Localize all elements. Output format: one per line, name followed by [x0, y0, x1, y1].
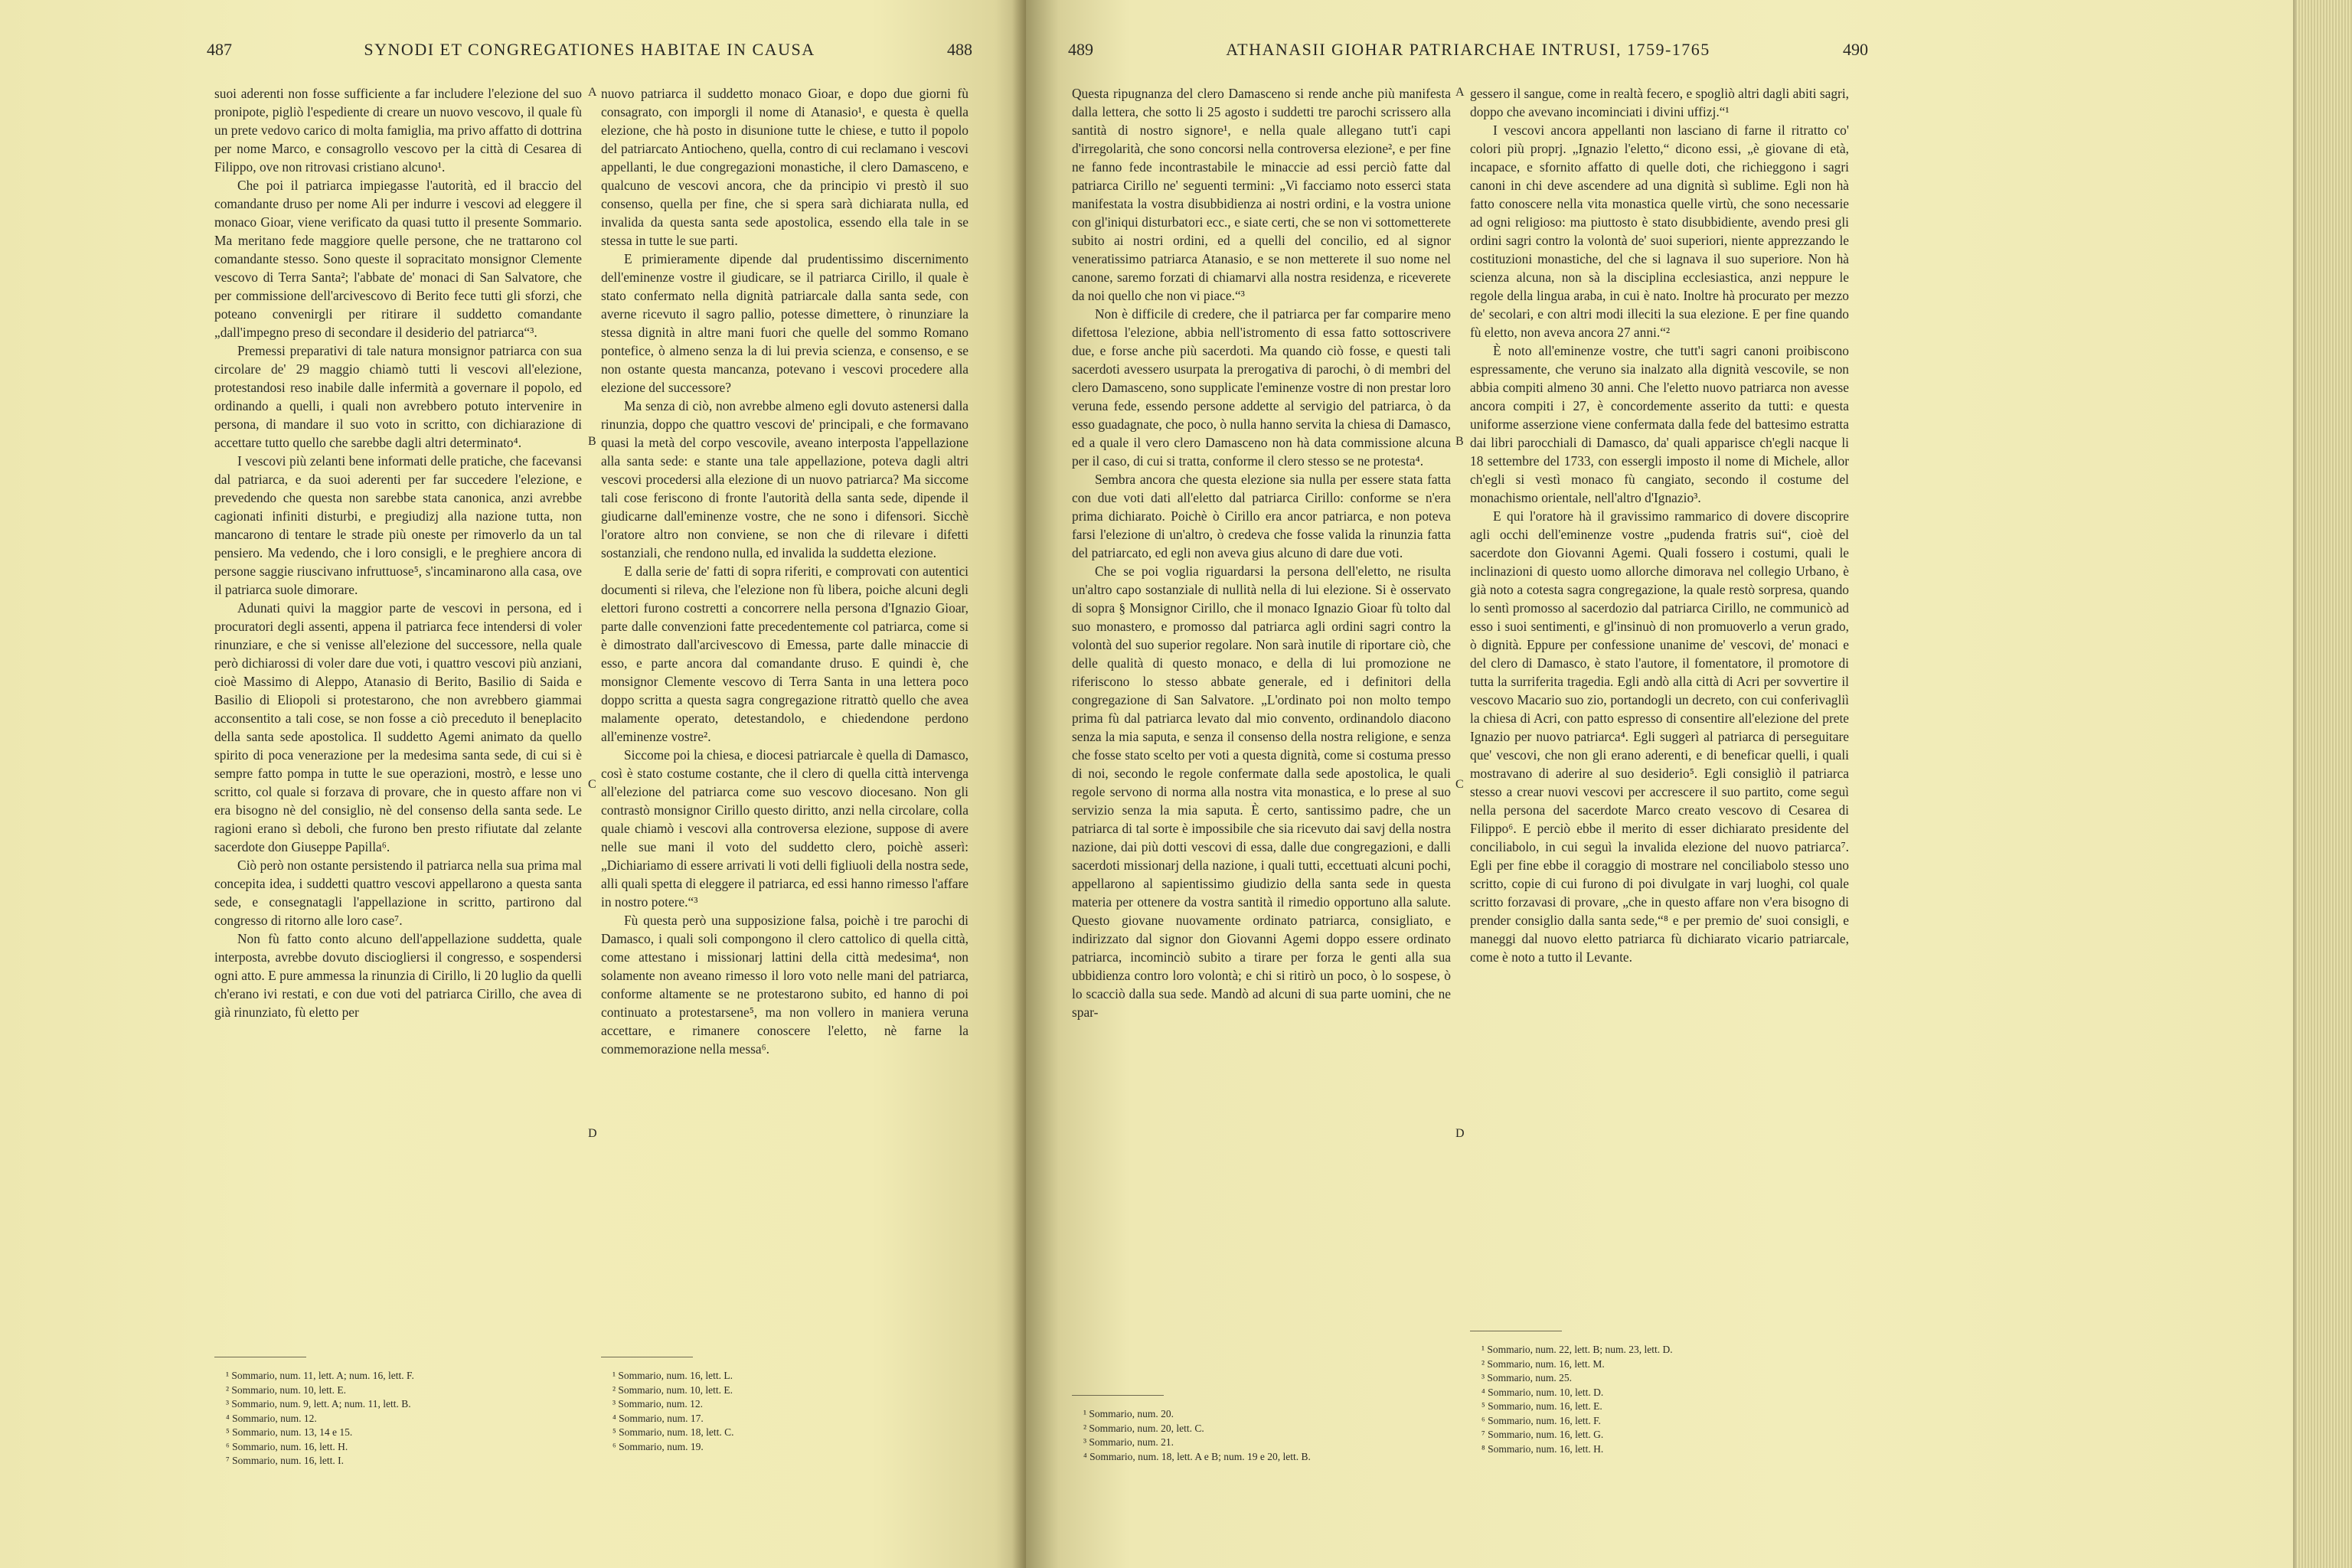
running-head-left: SYNODI ET CONGREGATIONES HABITAE IN CAUSA — [364, 40, 815, 59]
footnote: ³ Sommario, num. 9, lett. A; num. 11, lett. B. — [226, 1398, 411, 1410]
footnote: ³ Sommario, num. 25. — [1481, 1372, 1573, 1383]
paragraph: E qui l'oratore hà il gravissimo rammarico di dovere discoprire agli occhi dell'eminenze vostre „pudenda fratris sui“, cioè del sacerdote don Giovanni Agemi. Quali fossero i costumi, quali le inclinazioni di questo uomo allorche dimorava nel collegio Urbano, è già noto a cotesta sagra congregazione, la quale restò sorpresa, quando lo sentì promosso al sacerdozio dal patriarca Cirillo, ne communicò ad esso i suoi sentimenti, e gl'insinuò di non promuoverlo a verun grado, ò dignità. Eppure per confessione unanime de' vescovi, de' monaci e del clero di Damasco, è stato l'autore, il fomentatore, il promotore di tutta la surriferita tragedia. Egli andò alla città di Acri per sovvertire il vescovo Macario suo zio, portandogli un decreto, con cui conferivagliì la chiesa di Acri, con patto espresso di consentire all'elezione del prete Ignazio per nuovo patriarca⁴. Egli suggerì al patriarca di perseguitare que' vescovi, che non gli erano aderenti, e di beneficar quelli, i quali mostravano di aderire al suo desiderio⁵. Egli consigliò il patriarca stesso a crear nuovi vescovi per accrescere il suo partito, come seguì nella persona del sacerdote Marco creato vescovo di Cesarea di Filippo⁶. E perciò ebbe il merito di esser dichiarato presidente del conciliabolo, in cui seguì la invalida elezione del nuovo patriarca⁷. Egli per fine ebbe il coraggio di mostrare nel conciliabolo stesso uno scritto, copie di cui furono di poi divulgate in varj luoghi, col quale scritto forzavasi di provare, „che in questo affare non v'era bisogno di prender consiglio dalla santa sede,“⁸ e per premio de' suoi consigli, e maneggi dal nuovo eletto patriarca fù dichiarato vicario patriarcale, come è noto a tutto il Levante. — [1470, 508, 1849, 965]
margin-letter-c: C — [1455, 778, 1464, 791]
right-page — [1026, 0, 2328, 1568]
margin-letter-b: B — [1455, 435, 1464, 448]
paragraph: Non è difficile di credere, che il patriarca per far comparire meno difettosa l'elezione, abbia nell'istromento di essa fatto sottoscrivere due, e forse anche più sacerdoti. Ma quando ciò fosse, e questi tali sacerdoti avessero usurpata la prerogativa di parochi, ò di membri del clero Damasceno, sono supplicate l'eminenze vostre di non prestar loro veruna fede, essendo persone addette al servigio del patriarca, ò da esso guadagnate, che poco, ò nulla hanno servita la chiesa di Damasco, ed a quale il vero clero Damasceno non hà data commissione alcuna per il caso, di cui si tratta, conforme il clero stesso se ne protesta⁴. — [1072, 306, 1451, 469]
margin-letter-c: C — [588, 778, 596, 791]
right-page-header — [1068, 40, 1868, 70]
paragraph: Ciò però non ostante persistendo il patriarca nella sua prima mal concepita idea, i suddetti quattro vescovi appellarono a questa santa sede, e consegnatagli l'appellazione in scritto, partirono dal congresso di ritorno alle loro case⁷. — [214, 858, 582, 928]
right-page-column-a — [1072, 84, 1451, 1021]
footnote: ³ Sommario, num. 12. — [612, 1398, 704, 1410]
paragraph: Che se poi voglia riguardarsi la persona dell'eletto, ne risulta un'altro capo sostanziale di nullità nella di lui elezione. Si è osservato di sopra § Monsignor Cirillo, che il monaco Ignazio Gioar fù tolto dal suo monastero, e promosso dal patriarca agli ordini sagri contro la volontà del suo superior regolare. Non sarà inutile di riportare ciò, che delle qualità di questo monaco, e della di lui promozione ne riferiscono lo stesso abbate generale, ed i definitori della congregazione di San Salvatore. „L'ordinato poi non molto tempo prima fù dal patriarca levato dal mio convento, ordinandolo diacono senza la mia saputa, e senza il consenso della nostra religione, e senza che fosse stato scelto per voti a questa dignità, come si costuma presso di noi, secondo le regole confermate dalla sede apostolica, le quali regole servono di norma alla nostra vita monastica, e lo prese al suo servizio senza la mia saputa. È certo, santissimo padre, che un patriarca di tal sorte è impossibile che sia ricevuto dai savj della nostra nazione, dai più dotti vescovi di essa, dalle due congregazioni, e dalli sacerdoti missionarj della nazione, i quali tutti, eccettuati alcuni pochi, appellarono al sapientissimo giudizio della santa sede in questa materia per ottenere da vostra santità il rimedio opportuno alla salute. Questo giovane nuovamente ordinato patriarca, consigliato, e indirizzato dal signor don Giovanni Agemi doppo essere ordinato patriarca, incominciò subito a tirare per forza le genti alla sua ubbidienza contro loro volontà; e chi si ritirò un poco, ò lo sospese, ò lo scacciò dalla sua sede. Mandò ad alcuni di sua parte uomini, che ne spar- — [1072, 564, 1451, 1020]
footnote: ⁷ Sommario, num. 16, lett. I. — [226, 1455, 344, 1466]
paragraph: Premessi preparativi di tale natura monsignor patriarca con sua circolare de' 29 maggio chiamò tutti li vescovi all'elezione, protestandosi reso inabile dalle infermità a governare il popolo, ed ordinando a quelli, i quali non avrebbero potuto intervenire in persona, di mandare il suo voto in scritto, con dichiarazione di accettare tutto quello che sarebbe dagli altri determinato⁴. — [214, 343, 582, 450]
left-page — [0, 0, 1026, 1568]
paragraph: Siccome poi la chiesa, e diocesi patriarcale è quella di Damasco, così è stato costume costante, che il clero di quella città intervenga all'elezione del patriarca come suo vescovo diocesano. Non gli contrastò monsignor Cirillo questo diritto, anzi nella circolare, colla quale chiamò i vescovi alla controversa elezione, suppose di avere nelle sue mani il voto del suddetto clero, poichè asserì: „Dichiariamo di essere arrivati li voti delli figliuoli della nostra sede, alli quali spetta di eleggere il patriarca, ed essi hanno rimesso l'affare in nostro potere.“³ — [601, 747, 969, 910]
footnote: ⁶ Sommario, num. 19. — [612, 1440, 704, 1452]
margin-letter-b: B — [588, 435, 596, 448]
page-number-489: 489 — [1068, 40, 1093, 59]
footnote: ⁶ Sommario, num. 16, lett. F. — [1481, 1414, 1601, 1426]
left-page-column-a — [214, 84, 582, 1021]
margin-letter-d: D — [588, 1127, 597, 1140]
margin-letter-a: A — [1455, 86, 1465, 99]
footnote: ³ Sommario, num. 21. — [1083, 1436, 1174, 1448]
footnote: ² Sommario, num. 16, lett. M. — [1481, 1357, 1605, 1370]
margin-letter-a: A — [588, 86, 597, 99]
right-page-column-b — [1470, 84, 1849, 966]
footnote: ² Sommario, num. 10, lett. E. — [612, 1383, 733, 1396]
paragraph: Adunati quivi la maggior parte de vescovi in persona, ed i procuratori degli assenti, appena il patriarca fece intendersi di voler rinunziare, e che si venisse all'elezione del successore, nella quale però dichiarossi di voler dare due voti, i quattro vescovi più anziani, cioè Massimo di Aleppo, Atanasio di Berito, Basilio di Saida e Basilio di Eliopoli si protestarono, che non avrebbero giammai acconsentito a tali cose, se non fosse a ciò preceduto il beneplacito della santa sede apostolica. Il suddetto Agemi animato da quello spirito di poca venerazione per la medesima santa sede, di cui si è sempre fatto pompa in tutte le sue operazioni, mostrò, e lesse uno scritto, col quale si forzava di provare, che in questo affare non vi era bisogno nè del consiglio, nè del consenso della santa sede. Le ragioni erano sì deboli, che furono ben presto rifiutate dal zelante sacerdote don Giuseppe Papilla⁶. — [214, 600, 582, 854]
footnote: ¹ Sommario, num. 20. — [1083, 1408, 1174, 1419]
footnote: ⁴ Sommario, num. 10, lett. D. — [1481, 1386, 1604, 1398]
footnote: ¹ Sommario, num. 11, lett. A; num. 16, lett. F. — [226, 1370, 414, 1381]
footnote: ⁴ Sommario, num. 12. — [226, 1412, 317, 1424]
footnote: ⁴ Sommario, num. 18, lett. A e B; num. 19 e 20, lett. B. — [1083, 1450, 1311, 1462]
right-page-footnotes-a — [1083, 1407, 1311, 1464]
paragraph: gessero il sangue, come in realtà fecero, e spogliò altri dagli abiti sagri, doppo che avevano incominciati i divini uffizj.“¹ — [1470, 86, 1849, 119]
paragraph: E primieramente dipende dal prudentissimo discernimento dell'eminenze vostre il giudicare, se il patriarca Cirillo, il quale è stato confermato nella dignità patriarcale dalla santa sede, con averne ricevuto il sagro pallio, potesse dimettere, ò rinunziare la stessa dignità in altre mani fuori che quelle del sommo Romano pontefice, ò almeno senza la di lui previa scienza, e consenso, e se non ostante questa mancanza, potevano i vescovi procedere alla elezione del successore? — [601, 251, 969, 395]
footnote: ² Sommario, num. 10, lett. E. — [226, 1383, 347, 1396]
paragraph: Questa ripugnanza del clero Damasceno si rende anche più manifesta dalla lettera, che sotto li 25 agosto i suddetti tre parochi scrissero alla santità di nostro signore¹, e nella quale allegano tutt'i capi d'irregolarità, che sono concorsi nella controversa elezione², e per fine ne fanno fede incontrastabile le minaccie ad essi perciò fatte dal patriarca Cirillo ne' seguenti termini: „Vi facciamo noto esserci stata manifestata la vostra disubbidienza ai nostri ordini, e la vostra unione con gl'iniqui disturbatori ecc., e siate certi, che se non vi sottometterete subito ai nostri ordini, ed a quelli del concilio, ed al signor veneratissimo patriarca Atanasio, e se non metterete il suo nome nel canone, saremo forzati di chiamarvi alla nostra residenza, e riceverete da noi quello che non vi piace.“³ — [1072, 86, 1451, 303]
footnote: ¹ Sommario, num. 16, lett. L. — [612, 1370, 733, 1381]
left-page-column-b — [601, 84, 969, 1058]
footnote: ² Sommario, num. 20, lett. C. — [1083, 1422, 1204, 1434]
paragraph: I vescovi più zelanti bene informati delle pratiche, che facevansi dal patriarca, e da suoi aderenti per far succedere l'elezione, e prevedendo che questa non sarebbe stata canonica, anzi avrebbe cagionati infiniti disturbi, e pregiudizj alla nazione tutta, non mancarono di tentare le strade più oneste per rimoverlo da un tal pensiero. Ma vedendo, che i loro consigli, e le preghiere ancora di persone saggie riuscivano infruttuose⁵, s'incaminarono alla casa, ove il patriarca suole dimorare. — [214, 453, 582, 597]
paragraph: Sembra ancora che questa elezione sia nulla per essere stata fatta con due voti dati all'eletto dal patriarca Cirillo: conforme se n'era prima dichiarato. Poichè ò Cirillo era ancor patriarca, e non poteva farsi l'elezione di un'altro, ò credeva che fosse valida la rinunzia fatta del patriarcato, ed egli non aveva gius alcuno di dare due voti. — [1072, 472, 1451, 560]
left-page-header — [207, 40, 972, 70]
paragraph: E dalla serie de' fatti di sopra riferiti, e comprovati con autentici documenti si rileva, che l'elezione non fù libera, poiche alcuni degli elettori furono costretti a concorrere nella persona d'Ignazio Gioar, parte dalle convenzioni fatte precedentemente col patriarca, come si è dimostrato dall'arcivescovo di Emessa, parte dalle minaccie di esso, e parte ancora dal comandante druso. E quindi è, che monsignor Clemente vescovo di Terra Santa in una lettera poco doppo scritta a questa sagra congregazione ritrattò quello che avea malamente operato, detestandolo, e chiedendone perdono all'eminenze vostre². — [601, 564, 969, 744]
page-number-488: 488 — [947, 40, 972, 59]
footnote: ⁷ Sommario, num. 16, lett. G. — [1481, 1429, 1604, 1440]
paragraph: Che poi il patriarca impiegasse l'autorità, ed il braccio del comandante druso per nome Ali per indurre i vescovi ad eleggere il monaco Gioar, viene verificato da quasi tutto il presente Sommario. Ma meritano fede maggiore quelle persone, che ne trattarono col comandante stesso. Sono queste il sopracitato monsignor Clemente vescovo di Terra Santa²; l'abbate de' monaci di San Salvatore, che per commissione dell'arcivescovo di Berito fece tutti gli sforzi, che poteano convenirgli per ritirare il suddetto comandante „dall'impegno preso di secondare il desiderio del patriarca“³. — [214, 178, 582, 340]
footnote: ¹ Sommario, num. 22, lett. B; num. 23, lett. D. — [1481, 1344, 1673, 1355]
page-number-487: 487 — [207, 40, 232, 59]
page-number-490: 490 — [1843, 40, 1868, 59]
footnote: ⁵ Sommario, num. 13, 14 e 15. — [226, 1426, 353, 1438]
footnote: ⁴ Sommario, num. 17. — [612, 1412, 704, 1424]
paragraph: suoi aderenti non fosse sufficiente a far includere l'elezione del suo pronipote, pigliò l'espediente di creare un nuovo vescovo, il quale fù un prete vedovo carico di molta famiglia, ma privo affatto di dottrina per nome Marco, e consagrollo vescovo per la città di Cesarea di Filippo, ove non ritrovasi cristiano alcuno¹. — [214, 86, 582, 175]
paragraph: I vescovi ancora appellanti non lasciano di farne il ritratto co' colori più proprj. „Ignazio l'eletto,“ dicono essi, „è giovane di età, incapace, e sfornito affatto di quelle doti, che richieggono i sagri canoni in chi deve ascendere ad una dignità sì sublime. Egli non hà fatto conoscere nella vita monastica quelle virtù, che sono necessarie ad ogni religioso: ma piuttosto è stato disubbidiente, avendo presi gli ordini sagri contro la volontà de' suoi superiori, niente apprezzando le costituzioni monastiche, del che si lagnava il suo superiore. Non hà scienza alcuna, non sà la disciplina ecclesiastica, anzi neppure le regole della lingua araba, in cui è nato. Inoltre hà procurato per mezzo de' secolari, e con altri modi illeciti la sua elezione. E per fine quando fù eletto, non aveva ancora 27 anni.“² — [1470, 122, 1849, 340]
paragraph: Ma senza di ciò, non avrebbe almeno egli dovuto astenersi dalla rinunzia, doppo che quattro vescovi de' principali, e che formavano quasi la metà del corpo vescovile, aveano interposta l'appellazione alla santa sede: e stante una tale appellazione, poteva dagli altri vescovi procedersi alla elezione di un nuovo patriarca? Ma siccome tali cose feriscono di fronte l'autorità della santa sede, dipende il giudicarne dall'eminenze vostre, che ne sono i difensori. Sicchè l'oratore altro non conviene, se non che di rilevare i difetti sostanziali, che rendono nulla, ed invalida la suddetta elezione. — [601, 398, 969, 560]
right-page-footnotes-b — [1481, 1343, 1673, 1456]
left-page-footnotes-a — [226, 1369, 414, 1468]
running-head-right: ATHANASII GIOHAR PATRIARCHAE INTRUSI, 1759-1765 — [1226, 40, 1710, 59]
margin-letter-d: D — [1455, 1127, 1465, 1140]
paragraph: Fù questa però una supposizione falsa, poichè i tre parochi di Damasco, i quali soli compongono il clero cattolico di quella città, come attestano i missionarj lattini della città medesima⁴, non solamente non aveano rimesso il loro voto nelle mani del patriarca, conforme altamente se ne protestarono subito, ed hanno di poi continuato a protestarsene⁵, ma non vollero in maniera veruna accettare, e rimanere conoscere l'eletto, nè farne la commemorazione nella messa⁶. — [601, 913, 969, 1057]
book-page-edges — [2297, 0, 2352, 1568]
footnote-rule-right-a — [1072, 1395, 1164, 1396]
paragraph: Non fù fatto conto alcuno dell'appellazione suddetta, quale interposta, avrebbe dovuto disciogliersi il congresso, e sospendersi ogni atto. E pure ammessa la rinunzia di Cirillo, li 20 luglio da quelli ch'erano ivi restati, e con due voti del patriarca Cirillo, che avea di già rinunziato, fù eletto per — [214, 931, 582, 1020]
footnote: ⁵ Sommario, num. 16, lett. E. — [1481, 1400, 1602, 1412]
left-page-footnotes-b — [612, 1369, 733, 1454]
footnote: ⁸ Sommario, num. 16, lett. H. — [1481, 1442, 1604, 1455]
paragraph: È noto all'eminenze vostre, che tutt'i sagri canoni proibiscono espressamente, che veruno sia inalzato alla dignità vescovile, se non abbia compiti almeno 30 anni. Che l'eletto nuovo patriarca non avesse ancora compiti i 27, è concordemente asserito da tutti: e questa uniforme asserzione viene confermata dalla fede del battesimo estratta dai libri parocchiali di Damasco, da' quali apparisce ch'egli nacque li 18 settembre del 1733, con essergli imposto il nome di Michele, allor ch'egli si vestì monaco fù cangiato, secondo il costume del monachismo orientale, nell'altro d'Ignazio³. — [1470, 343, 1849, 505]
footnote: ⁶ Sommario, num. 16, lett. H. — [226, 1440, 348, 1452]
footnote: ⁵ Sommario, num. 18, lett. C. — [612, 1426, 734, 1438]
paragraph: nuovo patriarca il suddetto monaco Gioar, e dopo due giorni fù consagrato, con imporgli il nome di Atanasio¹, e questa è quella elezione, che hà posto in disunione tutte le chiese, e tutto il popolo del patriarcato Antiocheno, quella, contro di cui reclamano i vescovi appellanti, le due congregazioni monastiche, il clero Damasceno, e qualcuno de vescovi ancora, che da principio vi prestò il suo consenso, quella per fine, che si spera sarà dichiarata nulla, ed invalida da questa santa sede apostolica, essendo ella tale in se stessa in tutte le sue parti. — [601, 86, 969, 248]
